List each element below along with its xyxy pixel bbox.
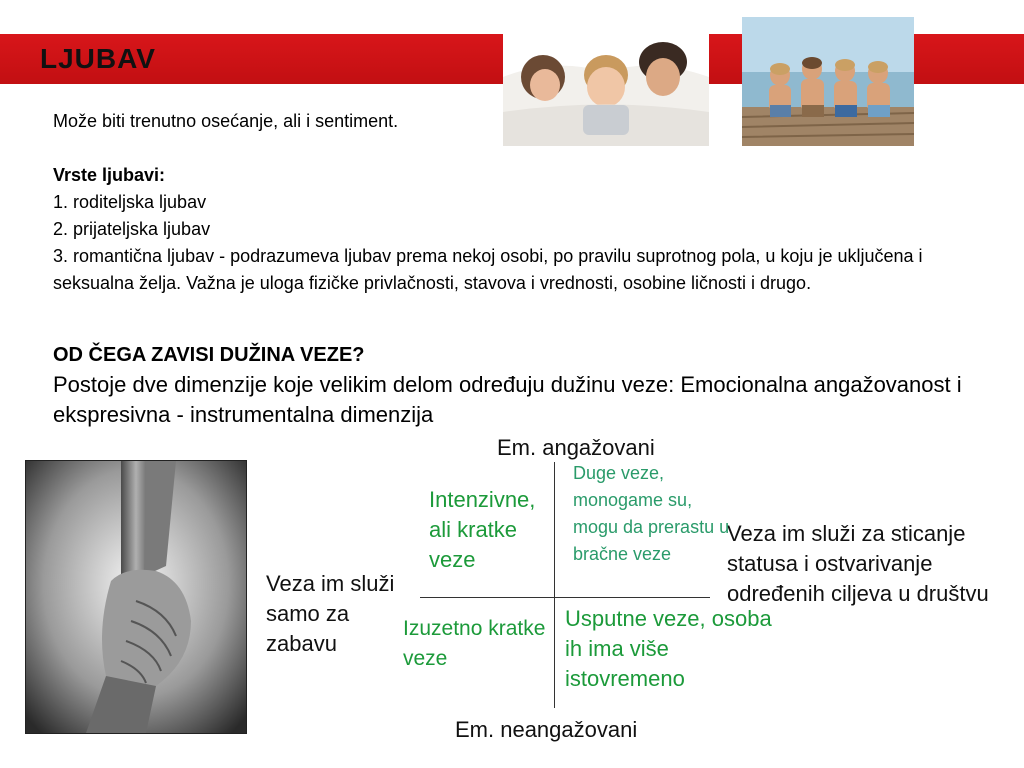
type-item-3: 3. romantična ljubav - podrazumeva ljubav prema nekoj osobi, po pravilu suprotnog pola, u koju je uključena i seksualna želja. Važna je uloga fizičke privlačnosti, stavova i vrednosti, osobine ličnosti i drugo. xyxy=(53,246,923,293)
quadrant-top-right: Duge veze, monogame su, mogu da prerastu u bračne veze xyxy=(573,463,730,564)
axis-top-label: Em. angažovani xyxy=(497,435,655,460)
quadrant-top-left: Intenzivne, ali kratke veze xyxy=(429,487,536,572)
question-section xyxy=(53,340,1003,430)
left-dimension-label: Veza im služi samo za zabavu xyxy=(266,571,395,656)
question-text: Postoje dve dimenzije koje velikim delom određuju dužinu veze: Emocionalna angažovanost i ekspresivna - instrumentalna dimenzija xyxy=(53,372,962,427)
question-heading: OD ČEGA ZAVISI DUŽINA VEZE? xyxy=(53,344,365,366)
axis-bottom-label: Em. neangažovani xyxy=(455,717,638,742)
holding-hands-photo xyxy=(25,460,247,734)
type-item-1: 1. roditeljska ljubav xyxy=(53,192,207,212)
right-dimension-label: Veza im služi za sticanje statusa i ostvarivanje određenih ciljeva u društvu xyxy=(727,521,989,606)
quadrant-bottom-left: Izuzetno kratke veze xyxy=(403,617,546,670)
quadrant-bottom-right: Usputne veze, osoba ih ima više istovremeno xyxy=(565,606,772,691)
intro-line: Može biti trenutno osećanje, ali i sentiment. xyxy=(53,111,399,131)
intro-text xyxy=(53,108,1003,297)
horizontal-axis xyxy=(420,597,710,598)
type-item-2: 2. prijateljska ljubav xyxy=(53,219,211,239)
slide-title: LJUBAV xyxy=(40,43,156,74)
types-heading: Vrste ljubavi: xyxy=(53,165,166,185)
